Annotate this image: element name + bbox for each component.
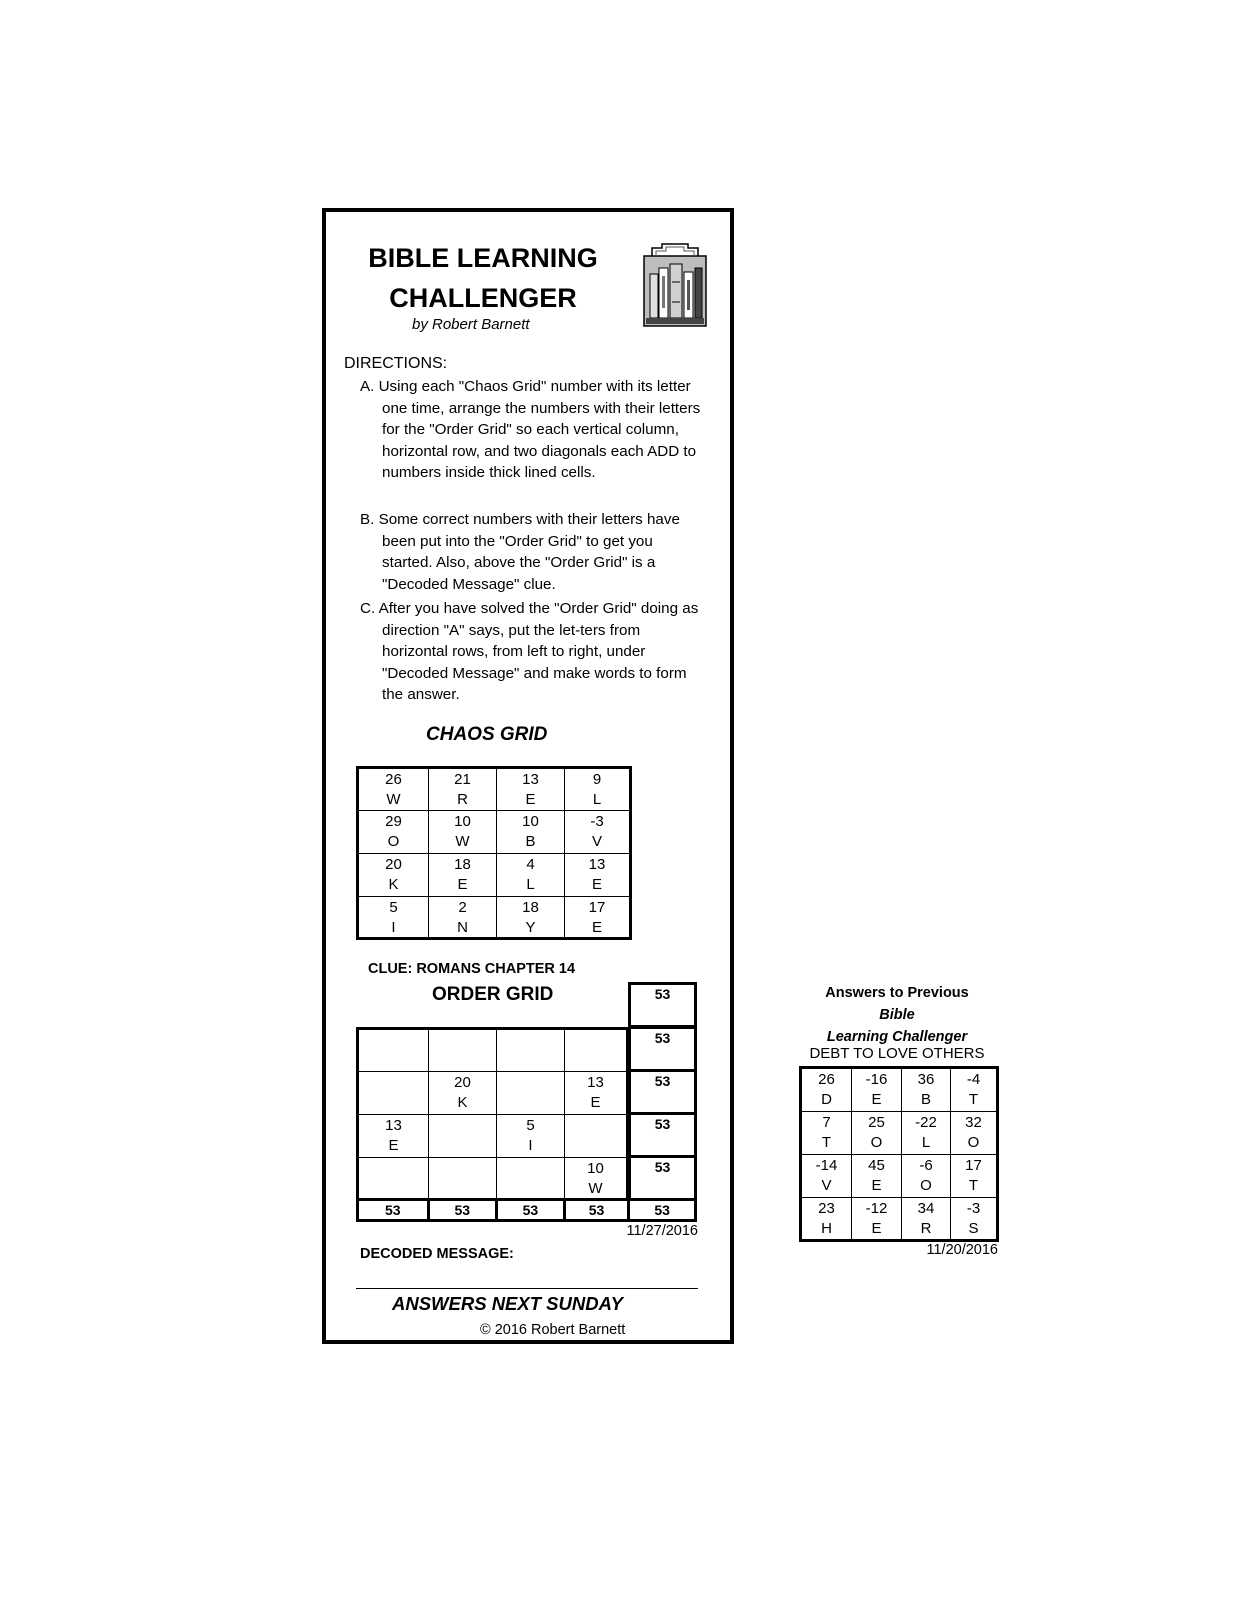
cell-letter: O [920, 1177, 932, 1194]
books-logo-icon [642, 242, 708, 328]
chaos-cell [429, 897, 497, 937]
title-line-1: BIBLE LEARNING [368, 243, 598, 273]
cell-letter: K [457, 1094, 468, 1111]
order-grid-title: ORDER GRID [432, 984, 554, 1005]
cell-letter: E [457, 876, 468, 893]
cell-number: 26 [818, 1071, 835, 1088]
cell-number: 13 [385, 1117, 402, 1134]
cell-number: -22 [915, 1114, 937, 1131]
row-sum-cell: 53 [628, 1026, 697, 1072]
order-cell[interactable] [497, 1115, 565, 1158]
order-cell[interactable] [565, 1072, 626, 1115]
order-cell[interactable] [429, 1158, 497, 1199]
cell-number: 23 [818, 1200, 835, 1217]
chaos-cell [497, 897, 565, 937]
cell-number: 2 [458, 899, 467, 916]
answer-cell [902, 1155, 951, 1198]
byline: by Robert Barnett [412, 316, 530, 333]
previous-heading-line-3: Learning Challenger [826, 1029, 968, 1045]
cell-number: 17 [588, 899, 606, 916]
order-cell[interactable] [497, 1072, 565, 1115]
chaos-grid [356, 766, 632, 940]
cell-number: 29 [385, 813, 402, 830]
order-cell[interactable] [359, 1158, 429, 1199]
decoded-message-line[interactable] [356, 1288, 698, 1289]
cell-letter: W [386, 791, 401, 808]
answer-cell [951, 1155, 996, 1198]
row-sum-cell: 53 [628, 1069, 697, 1115]
answer-cell [852, 1069, 902, 1112]
cell-number: 10 [522, 813, 539, 830]
column-sum-cell: 53 [566, 1201, 631, 1219]
cell-number: 32 [965, 1114, 982, 1131]
chaos-cell [497, 854, 565, 897]
cell-letter: I [528, 1137, 533, 1154]
cell-number: 5 [526, 1117, 535, 1134]
direction-b: B. Some correct numbers with their letters have been put into the "Order Grid" to get you started. Also, above the "Order Grid" is a "Decoded Message" clue. [360, 511, 680, 593]
decoded-message-label: DECODED MESSAGE: [360, 1246, 514, 1262]
chaos-cell [565, 854, 629, 897]
direction-a: A. Using each "Chaos Grid" number with its letter one time, arrange the numbers with their letters for the "Order Grid" so each vertical column, horizontal row, and two diagonals each ADD to numbers inside thick lined cells. [360, 378, 701, 481]
order-grid [356, 1027, 629, 1199]
cell-number: 10 [454, 813, 471, 830]
cell-letter: E [590, 1094, 601, 1111]
cell-letter: S [968, 1220, 979, 1237]
cell-letter: W [588, 1180, 603, 1197]
cell-letter: H [821, 1220, 832, 1237]
chaos-cell [497, 769, 565, 811]
cell-number: -6 [919, 1157, 933, 1174]
cell-number: 36 [917, 1071, 935, 1088]
cell-number: 26 [385, 771, 402, 788]
cell-number: 13 [522, 771, 539, 788]
order-cell[interactable] [497, 1030, 565, 1072]
cell-number: 25 [868, 1114, 885, 1131]
cell-number: 13 [587, 1074, 604, 1091]
answer-cell [802, 1198, 852, 1239]
title-line-2: CHALLENGER [389, 283, 577, 313]
cell-number: 18 [454, 856, 471, 873]
column-sums-row [356, 1198, 697, 1222]
cell-letter: V [591, 833, 602, 850]
cell-number: -3 [966, 1200, 981, 1217]
cell-letter: L [526, 876, 535, 893]
answer-cell [802, 1069, 852, 1112]
column-sum-cell: 53 [359, 1201, 430, 1219]
cell-letter: E [591, 876, 602, 893]
chaos-cell [565, 897, 629, 937]
answer-cell [852, 1198, 902, 1239]
cell-letter: W [455, 833, 470, 850]
cell-letter: V [821, 1177, 832, 1194]
cell-letter: E [388, 1137, 399, 1154]
cell-number: 17 [965, 1157, 982, 1174]
cell-number: 21 [454, 771, 471, 788]
column-sum-cell: 53 [430, 1201, 499, 1219]
copyright: © 2016 Robert Barnett [480, 1322, 626, 1338]
order-cell[interactable] [497, 1158, 565, 1199]
cell-letter: O [387, 833, 400, 850]
cell-number: 20 [385, 856, 402, 873]
previous-heading-line-1: Answers to Previous [825, 985, 969, 1001]
cell-letter: L [592, 791, 602, 808]
chaos-cell [565, 811, 629, 854]
cell-letter: E [871, 1220, 882, 1237]
chaos-cell [429, 811, 497, 854]
cell-number: 4 [526, 856, 535, 873]
previous-answer-grid [799, 1066, 999, 1242]
answer-cell [902, 1198, 951, 1239]
chaos-cell [565, 769, 629, 811]
order-cell[interactable] [429, 1115, 497, 1158]
direction-c: C. After you have solved the "Order Grid" doing as direction "A" says, put the let-ters from horizontal rows, from left to right, under "Decoded Message" and make words to form the answer. [360, 600, 699, 703]
previous-message: DEBT TO LOVE OTHERS [809, 1045, 985, 1062]
previous-heading-line-2: Bible [879, 1007, 915, 1023]
cell-letter: B [920, 1091, 931, 1108]
cell-number: 13 [588, 856, 606, 873]
cell-number: 18 [522, 899, 539, 916]
cell-number: 45 [868, 1157, 885, 1174]
order-cell[interactable] [429, 1072, 497, 1115]
answer-cell [802, 1112, 852, 1155]
cell-letter: R [920, 1220, 932, 1237]
cell-number: 20 [454, 1074, 471, 1091]
cell-letter: T [968, 1177, 979, 1194]
cell-number: 34 [917, 1200, 935, 1217]
cell-letter: B [525, 833, 536, 850]
cell-number: -4 [966, 1071, 981, 1088]
cell-letter: L [921, 1134, 931, 1151]
cell-letter: T [968, 1091, 979, 1108]
answer-cell [802, 1155, 852, 1198]
puzzle-date: 11/27/2016 [626, 1223, 698, 1239]
cell-letter: Y [525, 919, 536, 936]
cell-number: -3 [590, 813, 604, 830]
order-cell[interactable] [359, 1030, 429, 1072]
cell-letter: O [870, 1134, 883, 1151]
chaos-grid-title: CHAOS GRID [426, 724, 548, 745]
cell-number: 7 [822, 1114, 831, 1131]
diagonal-sum-cell: 53 [654, 1202, 670, 1218]
order-cell[interactable] [359, 1115, 429, 1158]
chaos-cell [359, 897, 429, 937]
clue-text: CLUE: ROMANS CHAPTER 14 [368, 961, 576, 977]
row-sum-cell: 53 [628, 1112, 697, 1158]
previous-answers-heading [790, 982, 1004, 1048]
order-cell[interactable] [565, 1115, 626, 1158]
column-sum-cell: 53 [498, 1201, 566, 1219]
answer-cell [902, 1069, 951, 1112]
cell-number: 5 [389, 899, 398, 916]
cell-letter: I [391, 919, 396, 936]
cell-letter: N [457, 919, 468, 936]
order-cell[interactable] [565, 1030, 626, 1072]
cell-letter: K [388, 876, 399, 893]
diagonal-sum-cell: 53 [628, 982, 697, 1028]
cell-number: 10 [587, 1160, 604, 1177]
chaos-cell [429, 769, 497, 811]
chaos-cell [359, 854, 429, 897]
cell-letter: E [525, 791, 536, 808]
cell-letter: D [821, 1091, 832, 1108]
cell-letter: E [871, 1177, 882, 1194]
cell-letter: O [967, 1134, 980, 1151]
directions-heading: DIRECTIONS: [344, 355, 448, 372]
chaos-cell [359, 769, 429, 811]
chaos-cell [429, 854, 497, 897]
order-cell[interactable] [359, 1072, 429, 1115]
cell-letter: E [871, 1091, 882, 1108]
cell-letter: E [591, 919, 602, 936]
chaos-cell [497, 811, 565, 854]
cell-letter: R [457, 791, 468, 808]
cell-number: -12 [865, 1200, 888, 1217]
cell-number: -14 [815, 1157, 838, 1174]
cell-number: 9 [592, 771, 602, 788]
order-cell[interactable] [429, 1030, 497, 1072]
cell-number: -16 [865, 1071, 888, 1088]
answer-cell [902, 1112, 951, 1155]
answer-cell [852, 1155, 902, 1198]
puzzle-card [322, 208, 734, 1344]
order-cell[interactable] [565, 1158, 626, 1199]
previous-date: 11/20/2016 [926, 1242, 998, 1258]
chaos-cell [359, 811, 429, 854]
answer-cell [951, 1198, 996, 1239]
answer-cell [951, 1112, 996, 1155]
answers-next-sunday: ANSWERS NEXT SUNDAY [392, 1293, 623, 1314]
answer-cell [951, 1069, 996, 1112]
row-sum-cell: 53 [628, 1155, 697, 1201]
answer-cell [852, 1112, 902, 1155]
cell-letter: T [821, 1134, 832, 1151]
